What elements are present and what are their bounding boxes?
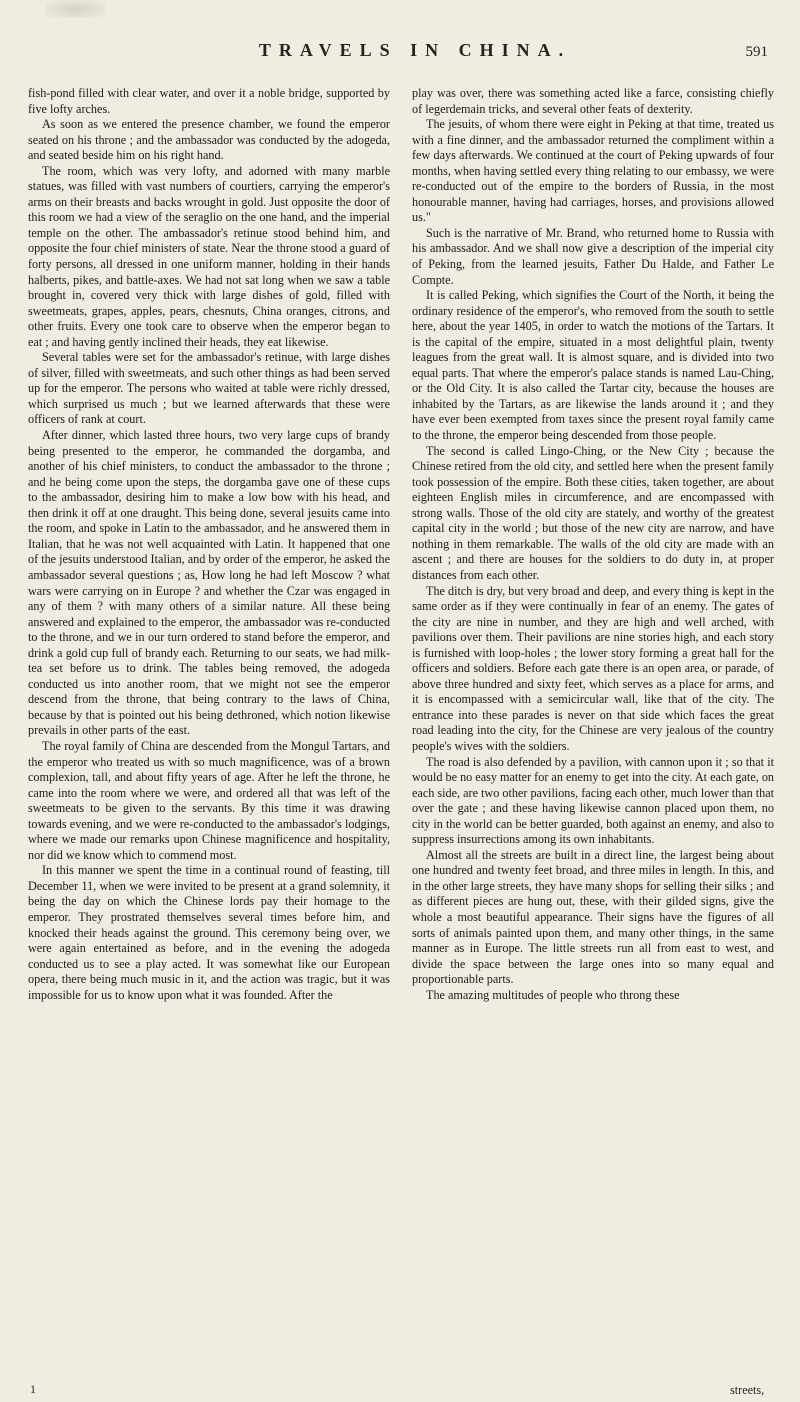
catchword: streets,: [730, 1383, 765, 1397]
paragraph: Several tables were set for the ambassador's retinue, with large dishes of silver, filled with sweetmeats, and such other things as had been served up for the emperor. The persons who waited at table were richly dressed, which surprised us much ; but we learned afterwards that these were officers of rank at court.: [28, 350, 390, 427]
paragraph: After dinner, which lasted three hours, two very large cups of brandy being presented to the emperor, he commanded the dorgamba, and another of his chief ministers, to conduct the ambassador to the throne ; and he being come upon the steps, the dorgamba gave one of these cups to the ambassador, desiring him to make a low bow with his head, and then drink it off at one draught. This being done, several jesuits came into the room, and spoke in Latin to the ambassador, and he answered them in Italian, that he was not well acquainted with Latin. It happened that one of the jesuits understood Italian, and by order of the emperor, he asked the ambassador several questions ; as, How long he had left Moscow ? what wars were carrying on in Europe ? and whether the Czar was engaged in any of them ? with many others of a similar nature. All these being answered and explained to the emperor, the ambassador was re-conducted to the throne, and we in our turn ordered to stand before the emperor, and drink a gold cup full of brandy each. Returning to our seats, we had milk-tea set before us to drink. The tables being removed, the adogeda conducted us into another room, that we might not see the emperor descend from the throne, that being contrary to the laws of China, because by that is pointed out his being dethroned, which notion likewise prevails in other parts of the east.: [28, 428, 390, 738]
paragraph: Such is the narrative of Mr. Brand, who returned home to Russia with his ambassador. And we shall now give a description of the imperial city of Peking, from the learned jesuits, Father Du Halde, and Father Le Compte.: [412, 225, 774, 287]
paragraph: As soon as we entered the presence chamber, we found the emperor seated on his throne ; and the ambassador was conducted by the adogeda, and seated beside him on his right hand.: [28, 117, 390, 163]
paragraph: The royal family of China are descended from the Mongul Tartars, and the emperor who treated us with so much magnificence, was of a brown complexion, tall, and about fifty years of age. After he left the throne, he came into the room where we were, and ordered all that was left of the sweetmeats to be given to the servants. By this time it was drawing towards evening, and we were re-conducted to the ambassador's lodgings, where we made our remarks upon Chinese magnificence and hospitality, nor did we know which to commend most.: [28, 738, 390, 862]
left-column: [28, 86, 390, 1003]
page-number: 591: [745, 44, 768, 60]
paragraph: fish-pond filled with clear water, and over it a noble bridge, supported by five lofty arches.: [28, 86, 390, 116]
paragraph: play was over, there was something acted like a farce, consisting chiefly of legerdemain tricks, and several other feats of dexterity.: [412, 86, 774, 116]
ink-stain: [45, 0, 105, 18]
paragraph: The room, which was very lofty, and adorned with many marble statues, was filled with vast numbers of courtiers, carrying the emperor's arms on their breasts and backs wrought in gold. Just opposite the door of this room we had a view of the seraglio on the one hand, and the imperial temple on the other. The ambassador's retinue stood behind him, and opposite the four chief ministers of state. Near the throne stood a guard of forty persons, all dressed in one uniform manner, holding in their hands halberts, pikes, and battle-axes. We had not sat long when we saw a table brought in, covered very thick with large dishes of gold, filled with sweetmeats, grapes, apples, pears, chesnuts, China oranges, citrons, and other fruits. Every one took care to observe when the emperor began to eat ; and having gently inclined their heads, they eat likewise.: [28, 163, 390, 349]
page-header: [0, 26, 800, 66]
paragraph: The second is called Lingo-Ching, or the New City ; because the Chinese retired from the old city, and settled here when the present family took possession of the empire. Both these cities, taken together, are about eighteen English miles in circumference, and are encompassed with strong walls. Those of the old city are stately, and worthy of the greatest capital city in the world ; but those of the new city are narrow, and have nothing in them remarkable. The walls of the old city are made with an ascent ; and there are houses for the soldiers to do duty in, at proper distances from each other.: [412, 443, 774, 582]
right-column: [412, 86, 774, 1003]
paragraph: In this manner we spent the time in a continual round of feasting, till December 11, when we were invited to be present at a grand solemnity, it being the day on which the Chinese lords pay their homage to the emperor. They prostrated themselves several times before him, and knocked their heads against the ground. This ceremony being over, we were again entertained as before, and in the evening the adogeda conducted us to see a play acted. It was somewhat like our European opera, there being much music in it, and the action was tragic, but it was impossible for us to know upon what it was founded. After the: [28, 863, 390, 1002]
running-head: TRAVELS IN CHINA.: [258, 40, 572, 60]
signature-mark: 1: [30, 1382, 36, 1396]
paragraph: It is called Peking, which signifies the Court of the North, it being the ordinary residence of the emperor's, who removed from the south to settle here, about the year 1405, in order to watch the motions of the Tartars. It is the capital of the empire, situated in a most delightful plain, twenty leagues from the great wall. It is almost square, and is divided into two equal parts. That where the emperor's palace stands is named Lau-Ching, or the Old City. It is also called the Tartar city, because the houses are inhabited by the Tartars, as are likewise the lands around it ; and they have ever been exempted from taxes since the present royal family came to the throne, the emperor being descended from those people.: [412, 288, 774, 443]
paragraph: The ditch is dry, but very broad and deep, and every thing is kept in the same order as if they were continually in fear of an enemy. The gates of the city are nine in number, and they are high and well arched, with pavilions over them. Their pavilions are nine stories high, and each story is furnished with loop-holes ; the lower story forming a great hall for the officers and soldiers. Before each gate there is an open area, or parade, of above three hundred and sixty feet, which serves as a place for arms, and it is encompassed with a semicircular wall, like that of the city. The entrance into these parades is never on that side which faces the great road leading into the city, for the Chinese are very jealous of the country people's wives with the soldiers.: [412, 583, 774, 753]
paragraph: Almost all the streets are built in a direct line, the largest being about one hundred and twenty feet broad, and three miles in length. In this, and in the other large streets, they have many shops for selling their silks ; and as different pieces are hung out, these, with their gilded signs, give the whole a most beautiful appearance. Their signs have the figures of all sorts of animals painted upon them, and many other things, in the same manner as in Europe. The little streets run all from east to west, and divide the space between the large ones into so many equal and proportionable parts.: [412, 847, 774, 987]
paragraph: The jesuits, of whom there were eight in Peking at that time, treated us with a fine dinner, and the ambassador returned the compliment within a few days afterwards. We continued at the court of Peking upwards of four months, when having settled every thing relating to our embassy, we were re-conducted out of the empire to the borders of Russia, in the most honourable manner, having had carriages, horses, and provisions allowed us.": [412, 117, 774, 225]
paragraph: The road is also defended by a pavilion, with cannon upon it ; so that it would be no easy matter for an enemy to get into the city. At each gate, on each side, are two other pavilions, facing each other, much lower than that over the gate ; and these having likewise cannon placed upon them, no city in the world can be better guarded, both against an enemy, and also to suppress insurrections among its own inhabitants.: [412, 754, 775, 847]
paragraph: The amazing multitudes of people who throng these: [426, 987, 680, 1002]
